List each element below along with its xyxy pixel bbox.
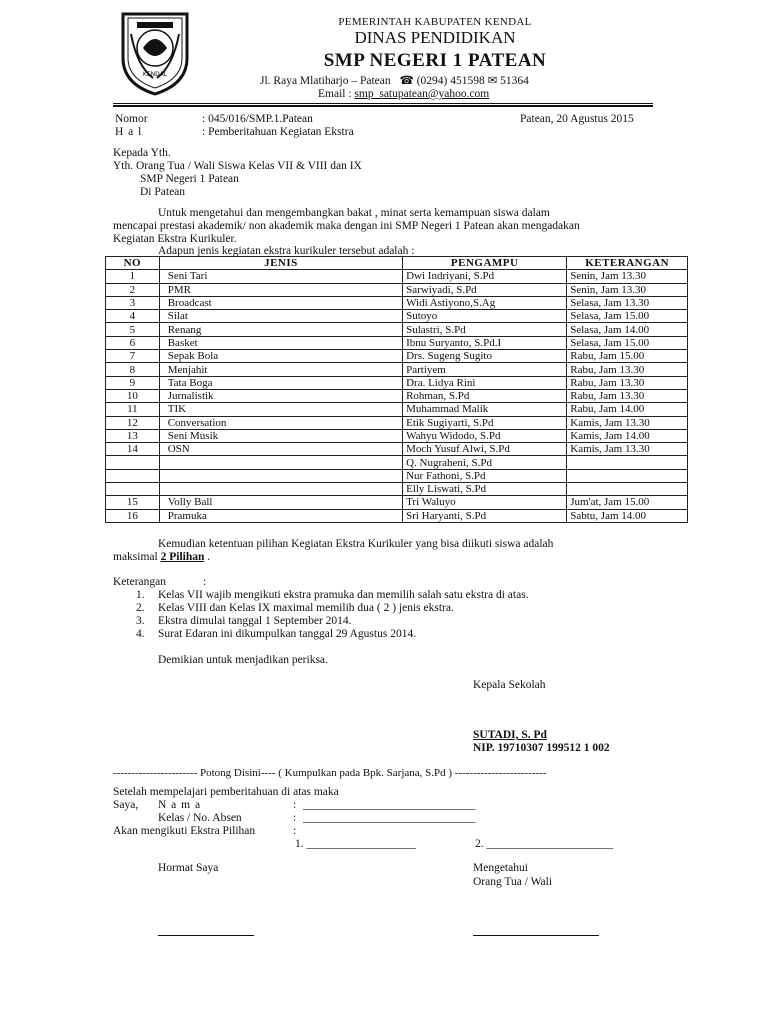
row-no: 12 [106,416,160,429]
row-jenis: Basket [159,336,402,349]
table-row [106,283,688,296]
row-pengampu: Widi Astiyono,S.Ag [403,296,567,309]
row-pengampu: Partiyem [403,363,567,376]
address-text: Jl. Raya Mlatiharjo – Patean [260,75,391,87]
row-jenis: Volly Ball [159,496,402,509]
fax-icon: ✉ [487,75,498,87]
school-name: SMP NEGERI 1 PATEAN [323,50,547,71]
row-pengampu: Tri Waluyo [403,496,567,509]
table-row [106,483,688,496]
table-row [106,443,688,456]
row-pengampu: Sarwiyadi, S.Pd [403,283,567,296]
recipient-line-3: SMP Negeri 1 Patean [140,173,239,185]
recipient-line-4: Di Patean [140,186,186,198]
row-pengampu: Muhammad Malik [403,403,567,416]
row-keterangan: Selasa, Jam 15.00 [567,310,688,323]
note-item: Surat Edaran ini dikumpulkan tanggal 29 Agustus 2014. [158,628,417,640]
row-jenis [159,483,402,496]
rule-post: . [207,551,211,563]
row-keterangan: Rabu, Jam 13.30 [567,363,688,376]
table-row [106,416,688,429]
body-p1-line2: mencapai prestasi akademik/ non akademik maka dengan ini SMP Negeri 1 Patean akan mengadakan [113,220,580,232]
table-row [106,296,688,309]
notes-colon: : [203,576,207,588]
row-jenis: PMR [159,283,402,296]
phone-icon: ☎ [399,75,414,87]
row-jenis: Tata Boga [159,376,402,389]
row-keterangan: Rabu, Jam 13.30 [567,376,688,389]
row-keterangan: Senin, Jam 13.30 [567,283,688,296]
row-keterangan: Selasa, Jam 13.30 [567,296,688,309]
table-row [106,509,688,522]
table-row [106,429,688,442]
letter-date: Patean, 20 Agustus 2015 [520,113,634,125]
signature-title: Kepala Sekolah [473,679,546,691]
form-akan-colon: : [293,825,297,837]
row-pengampu: Elly Liswati, S.Pd [403,483,567,496]
row-jenis: Jurnalistik [159,389,402,402]
row-pengampu: Drs. Sugeng Sugito [403,350,567,363]
row-no: 3 [106,296,160,309]
school-address [260,73,529,87]
row-jenis: Menjahit [159,363,402,376]
rule-line-1: Kemudian ketentuan pilihan Kegiatan Ekstra Kurikuler yang bisa diikuti siswa adalah [158,538,554,550]
row-no: 4 [106,310,160,323]
row-pengampu: Rohman, S.Pd [403,389,567,402]
note-number: 1. [136,589,145,601]
row-jenis [159,456,402,469]
recipient-line-2: Yth. Orang Tua / Wali Siswa Kelas VII & VIII dan IX [113,160,362,172]
notes-label: Keterangan [113,576,166,588]
school-logo [115,8,195,96]
table-row [106,456,688,469]
signature-name: SUTADI, S. Pd [473,729,547,741]
row-jenis: Renang [159,323,402,336]
rule-line-2 [113,551,210,563]
row-jenis: Seni Tari [159,270,402,283]
row-no: 13 [106,429,160,442]
row-pengampu: Q. Nugraheni, S.Pd [403,456,567,469]
row-no: 14 [106,443,160,456]
mengetahui: Mengetahui [473,862,528,874]
row-keterangan: Selasa, Jam 14.00 [567,323,688,336]
body-p2: Adapun jenis kegiatan ekstra kurikuler tersebut adalah : [158,245,415,257]
note-item: Ekstra dimulai tanggal 1 September 2014. [158,615,352,627]
row-no [106,483,160,496]
row-keterangan: Rabu, Jam 15.00 [567,350,688,363]
row-pengampu: Sutoyo [403,310,567,323]
row-no: 1 [106,270,160,283]
cut-line: ----------------------- Potong Disini---- ( Kumpulkan pada Bpk. Sarjana, S.Pd ) ------------------------- [113,767,547,779]
table-row [106,336,688,349]
table-header-row [106,257,688,270]
table-row [106,323,688,336]
row-no: 9 [106,376,160,389]
row-no: 5 [106,323,160,336]
row-no: 15 [106,496,160,509]
header-no: NO [106,257,160,270]
form-intro: Setelah mempelajari pemberitahuan di atas maka [113,786,339,798]
table-body [106,270,688,523]
note-number: 4. [136,628,145,640]
row-pengampu: Sri Haryanti, S.Pd [403,509,567,522]
form-akan-label: Akan mengikuti Ekstra Pilihan [113,825,256,837]
fax-number: 51364 [500,75,529,87]
rule-pre: maksimal [113,551,158,563]
row-pengampu: Wahyu Widodo, S.Pd [403,429,567,442]
row-jenis: Silat [159,310,402,323]
table-row [106,270,688,283]
row-pengampu: Sulastri, S.Pd [403,323,567,336]
row-jenis: Seni Musik [159,429,402,442]
note-number: 2. [136,602,145,614]
row-no: 10 [106,389,160,402]
note-number: 3. [136,615,145,627]
rule-max-choices: 2 Pilihan [160,551,205,563]
note-item: Kelas VII wajib mengikuti ekstra pramuka dan memilih salah satu ekstra di atas. [158,589,529,601]
row-pengampu: Ibnu Suryanto, S.Pd.I [403,336,567,349]
table-row [106,469,688,482]
ekstra-table [105,256,688,523]
table-row [106,403,688,416]
phone-number: (0294) 451598 [416,75,485,87]
email-link[interactable]: smp_satupatean@yahoo.com [354,88,490,100]
table-row [106,363,688,376]
row-no [106,469,160,482]
nama-input[interactable]: ______________________________ [303,799,476,811]
row-keterangan [567,456,688,469]
row-keterangan: Rabu, Jam 13.30 [567,389,688,402]
row-no: 2 [106,283,160,296]
dept-name: DINAS PENDIDIKAN [354,28,516,47]
row-keterangan: Sabtu, Jam 14.00 [567,509,688,522]
recipient-line-1: Kepada Yth. [113,147,171,159]
choice-2-input[interactable]: 2. ______________________ [475,838,613,850]
closing-text: Demikian untuk menjadikan periksa. [158,654,328,666]
parent-signature-line[interactable] [473,935,599,936]
nomor-label: Nomor [115,113,148,125]
row-jenis: Sepak Bola [159,350,402,363]
row-jenis: Pramuka [159,509,402,522]
body-p1-line1: Untuk mengetahui dan mengembangkan bakat , minat serta kemampuan siswa dalam [158,207,550,219]
row-keterangan: Kamis, Jam 14.00 [567,429,688,442]
row-keterangan: Jum'at, Jam 15.00 [567,496,688,509]
hal-value: : Pemberitahuan Kegiatan Ekstra [202,126,354,138]
header-jenis: JENIS [159,257,402,270]
row-jenis [159,469,402,482]
table-row [106,350,688,363]
orang-tua-wali: Orang Tua / Wali [473,876,553,888]
row-no: 16 [106,509,160,522]
form-nama-label: N a m a [158,799,202,811]
form-kelas-label: Kelas / No. Absen [158,812,242,824]
row-no: 8 [106,363,160,376]
row-no [106,456,160,469]
header-pengampu: PENGAMPU [403,257,567,270]
choice-1-input[interactable]: 1. ___________________ [295,838,416,850]
row-pengampu: Etik Sugiyarti, S.Pd [403,416,567,429]
email-line [318,88,489,100]
email-label: Email : [318,88,352,100]
row-keterangan: Rabu, Jam 14.00 [567,403,688,416]
row-jenis: TIK [159,403,402,416]
row-pengampu: Dra. Lidya Rini [403,376,567,389]
table-row [106,376,688,389]
row-pengampu: Dwi Indriyani, S.Pd [403,270,567,283]
row-no: 6 [106,336,160,349]
row-keterangan: Senin, Jam 13.30 [567,270,688,283]
note-item: Kelas VIII dan Kelas IX maximal memilih dua ( 2 ) jenis ekstra. [158,602,454,614]
row-jenis: Broadcast [159,296,402,309]
hormat-saya: Hormat Saya [158,862,219,874]
signature-nip: NIP. 19710307 199512 1 002 [473,742,610,754]
row-keterangan [567,469,688,482]
hal-label: H a l [115,126,143,138]
form-saya: Saya, [113,799,139,811]
table-row [106,389,688,402]
table-row [106,310,688,323]
kelas-input[interactable]: ______________________________ [303,812,476,824]
form-kelas-colon: : [293,812,297,824]
row-keterangan: Kamis, Jam 13.30 [567,443,688,456]
row-pengampu: Moch Yusuf Alwi, S.Pd [403,443,567,456]
row-keterangan: Selasa, Jam 15.00 [567,336,688,349]
row-jenis: OSN [159,443,402,456]
row-keterangan: Kamis, Jam 13.30 [567,416,688,429]
row-no: 11 [106,403,160,416]
row-keterangan [567,483,688,496]
student-signature-line[interactable] [158,935,254,936]
form-nama-colon: : [293,799,297,811]
nomor-value: : 045/016/SMP.1.Patean [202,113,313,125]
logo-text: KENDAL [142,71,168,78]
table-row [106,496,688,509]
row-pengampu: Nur Fathoni, S.Pd [403,469,567,482]
header-divider-thin [113,103,653,104]
header-keterangan: KETERANGAN [567,257,688,270]
body-p1-line3: Kegiatan Ekstra Kurikuler. [113,233,237,245]
row-no: 7 [106,350,160,363]
row-jenis: Conversation [159,416,402,429]
header-divider-thick [113,105,653,107]
gov-name: PEMERINTAH KABUPATEN KENDAL [338,16,532,28]
